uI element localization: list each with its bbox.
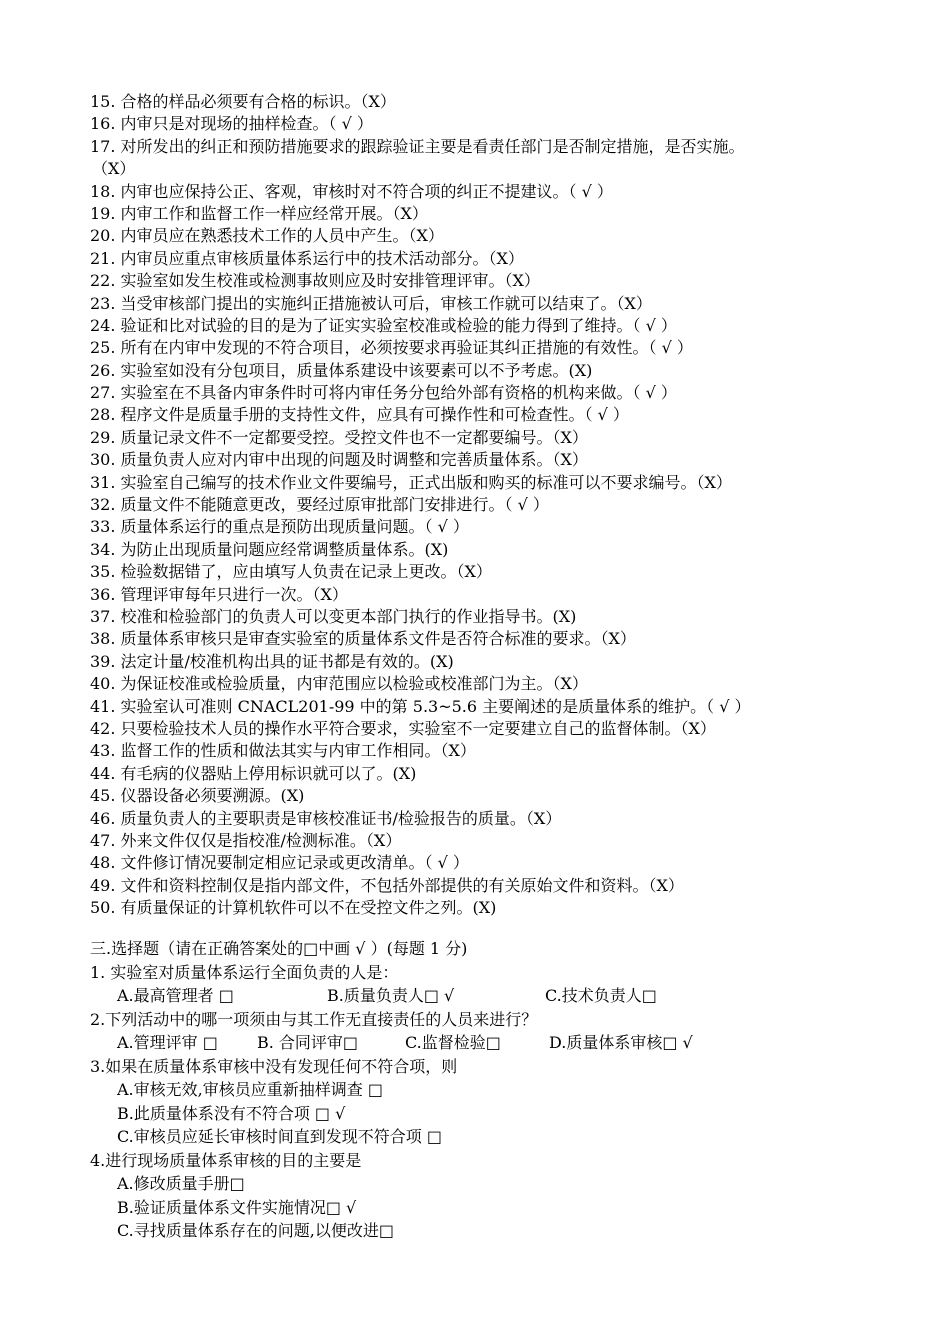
list-item: 36. 管理评审每年只进行一次。（X） xyxy=(90,584,348,604)
option-4c: C.寻找质量体系存在的问题,以便改进□ xyxy=(117,1221,394,1240)
question-1-options xyxy=(90,984,910,1008)
list-item: 33. 质量体系运行的重点是预防出现质量问题。（ √ ） xyxy=(90,517,469,537)
list-item: 35. 检验数据错了，应由填写人负责在记录上更改。（X） xyxy=(90,562,492,582)
list-item: 24. 验证和比对试验的目的是为了证实实验室校准或检验的能力得到了维持。（ √ ） xyxy=(90,315,677,335)
list-item: 26. 实验室如没有分包项目，质量体系建设中该要素可以不予考虑。(X) xyxy=(90,360,593,380)
list-item: 48. 文件修订情况要制定相应记录或更改清单。（ √ ） xyxy=(90,853,469,873)
list-item: 50. 有质量保证的计算机软件可以不在受控文件之列。(X) xyxy=(90,898,497,918)
option-1a: A.最高管理者 □ xyxy=(117,986,234,1005)
list-item: 28. 程序文件是质量手册的支持性文件，应具有可操作性和可检查性。（ √ ） xyxy=(90,405,629,425)
list-item: 38. 质量体系审核只是审查实验室的质量体系文件是否符合标准的要求。（X） xyxy=(90,629,636,649)
question-2: 2.下列活动中的哪一项须由与其工作无直接责任的人员来进行？ xyxy=(90,1009,538,1029)
question-1: 1. 实验室对质量体系运行全面负责的人是： xyxy=(90,962,399,982)
list-item-continuation: （X） xyxy=(92,159,136,179)
list-item: 21. 内审员应重点审核质量体系运行中的技术活动部分。（X） xyxy=(90,248,524,268)
question-4: 4.进行现场质量体系审核的目的主要是 xyxy=(90,1150,362,1170)
list-item: 37. 校准和检验部门的负责人可以变更本部门执行的作业指导书。(X) xyxy=(90,606,577,626)
list-item: 25. 所有在内审中发现的不符合项目，必须按要求再验证其纠正措施的有效性。（ √ ） xyxy=(90,338,693,358)
list-item: 29. 质量记录文件不一定都要受控。受控文件也不一定都要编号。（X） xyxy=(90,427,588,447)
list-item: 30. 质量负责人应对内审中出现的问题及时调整和完善质量体系。（X） xyxy=(90,450,588,470)
list-item: 40. 为保证校准或检验质量，内审范围应以检验或校准部门为主。（X） xyxy=(90,674,588,694)
list-item: 39. 法定计量/校准机构出具的证书都是有效的。(X) xyxy=(90,651,454,671)
list-item: 46. 质量负责人的主要职责是审核校准证书/检验报告的质量。（X） xyxy=(90,808,562,828)
option-2d: D.质量体系审核□ √ xyxy=(549,1033,693,1052)
list-item: 44. 有毛病的仪器贴上停用标识就可以了。(X) xyxy=(90,763,417,783)
option-1c: C.技术负责人□ xyxy=(545,986,657,1005)
option-4b: B.验证质量体系文件实施情况□ √ xyxy=(117,1197,357,1217)
question-3: 3.如果在质量体系审核中没有发现任何不符合项，则 xyxy=(90,1056,458,1076)
list-item: 16. 内审只是对现场的抽样检查。（ √ ） xyxy=(90,114,373,134)
list-item: 47. 外来文件仅仅是指校准/检测标准。（X） xyxy=(90,830,402,850)
section-heading: 三.选择题（请在正确答案处的□中画 √ ）(每题 1 分) xyxy=(90,939,468,958)
list-item: 31. 实验室自己编写的技术作业文件要编号，正式出版和购买的标准可以不要求编号。（X） xyxy=(90,472,732,492)
list-item: 19. 内审工作和监督工作一样应经常开展。（X） xyxy=(90,203,428,223)
list-item: 43. 监督工作的性质和做法其实与内审工作相同。（X） xyxy=(90,741,476,761)
list-item: 34. 为防止出现质量问题应经常调整质量体系。(X) xyxy=(90,539,449,559)
list-item: 23. 当受审核部门提出的实施纠正措施被认可后，审核工作就可以结束了。（X） xyxy=(90,293,652,313)
list-item: 27. 实验室在不具备内审条件时可将内审任务分包给外部有资格的机构来做。（ √ ） xyxy=(90,383,677,403)
option-2c: C.监督检验□ xyxy=(405,1033,501,1052)
option-4a: A.修改质量手册□ xyxy=(117,1174,245,1193)
list-item: 18. 内审也应保持公正、客观，审核时对不符合项的纠正不提建议。（ √ ） xyxy=(90,181,613,201)
list-item: 22. 实验室如发生校准或检测事故则应及时安排管理评审。（X） xyxy=(90,271,540,291)
list-item: 20. 内审员应在熟悉技术工作的人员中产生。（X） xyxy=(90,226,444,246)
list-item: 41. 实验室认可准则 CNACL201-99 中的第 5.3~5.6 主要阐述的是质量体系的维护。（ √ ） xyxy=(90,696,751,716)
option-3a: A.审核无效,审核员应重新抽样调查 □ xyxy=(117,1080,383,1099)
list-item: 49. 文件和资料控制仅是指内部文件，不包括外部提供的有关原始文件和资料。（X） xyxy=(90,875,684,895)
option-3b: B.此质量体系没有不符合项 □ √ xyxy=(117,1103,346,1123)
option-1b: B.质量负责人□ √ xyxy=(327,986,455,1005)
list-item: 42. 只要检验技术人员的操作水平符合要求，实验室不一定要建立自己的监督体制。（X） xyxy=(90,718,716,738)
list-item: 17. 对所发出的纠正和预防措施要求的跟踪验证主要是看责任部门是否制定措施，是否实施。 xyxy=(90,136,745,156)
list-item: 15. 合格的样品必须要有合格的标识。（X） xyxy=(90,92,396,111)
option-2a: A.管理评审 □ xyxy=(117,1033,218,1052)
question-2-options xyxy=(90,1031,910,1055)
multiple-choice-section xyxy=(90,937,910,1243)
list-item: 32. 质量文件不能随意更改，要经过原审批部门安排进行。（ √ ） xyxy=(90,495,549,515)
option-2b: B. 合同评审□ xyxy=(257,1033,359,1052)
true-false-list xyxy=(90,91,890,919)
list-item: 45. 仪器设备必须要溯源。(X) xyxy=(90,786,305,806)
option-3c: C.审核员应延长审核时间直到发现不符合项 □ xyxy=(117,1127,442,1146)
